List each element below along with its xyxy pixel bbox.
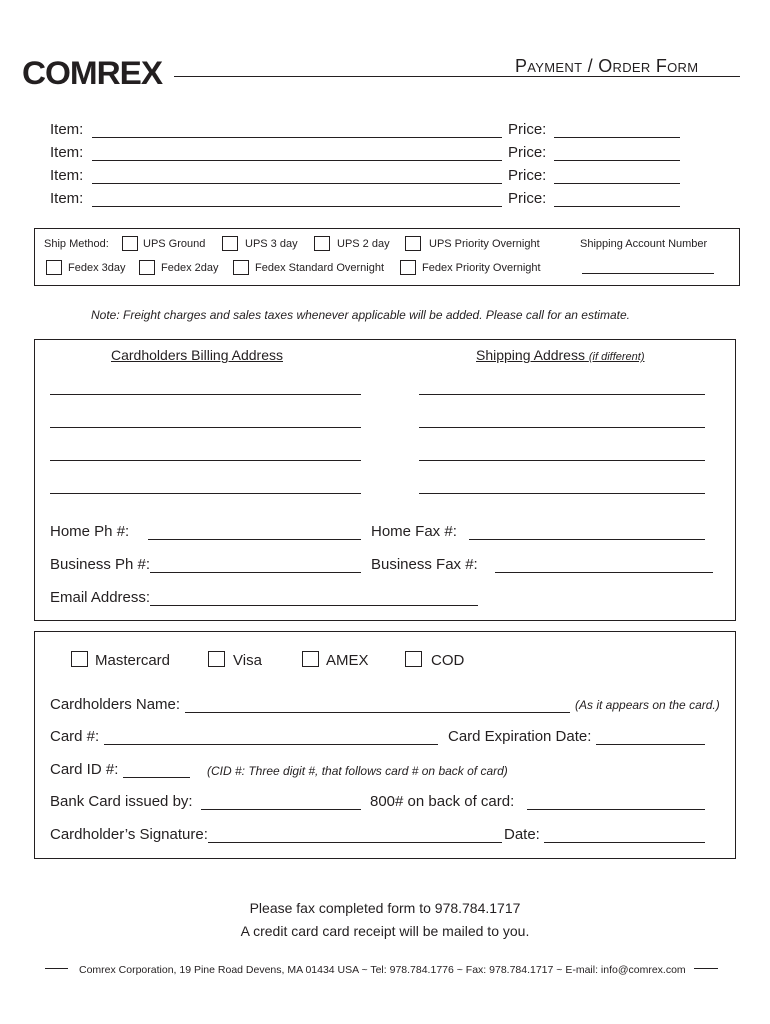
- footer-rule-right: [694, 968, 718, 969]
- svg-text:COMREX: COMREX: [22, 56, 164, 88]
- item-input-line[interactable]: [92, 137, 502, 138]
- page-title: Payment / Order Form: [515, 56, 699, 76]
- billing-address-title: Cardholders Billing Address: [111, 347, 283, 363]
- as-appears-note: (As it appears on the card.): [575, 698, 720, 712]
- signature-input-line[interactable]: [208, 842, 502, 843]
- fedex-2day-label: Fedex 2day: [161, 262, 219, 274]
- ups-ground-label: UPS Ground: [143, 238, 206, 250]
- ups-3day-label: UPS 3 day: [245, 238, 298, 250]
- business-ph-input-line[interactable]: [150, 572, 361, 573]
- price-label: Price:: [508, 144, 547, 161]
- bank-issued-label: Bank Card issued by:: [50, 793, 193, 810]
- date-input-line[interactable]: [544, 842, 705, 843]
- item-label: Item:: [50, 144, 84, 161]
- freight-note: Note: Freight charges and sales taxes whenever applicable will be added. Please call for an estimate.: [91, 308, 630, 322]
- shipping-line-2[interactable]: [419, 427, 705, 428]
- billing-line-2[interactable]: [50, 427, 361, 428]
- price-label: Price:: [508, 121, 547, 138]
- item-input-line[interactable]: [92, 183, 502, 184]
- comrex-logo: [22, 56, 164, 93]
- shipping-address-suffix: (if different): [588, 351, 645, 363]
- item-label: Item:: [50, 121, 84, 138]
- fedex-standard-checkbox[interactable]: [233, 260, 249, 275]
- footer-rule-left: [45, 968, 68, 969]
- price-label: Price:: [508, 167, 547, 184]
- comrex-logo-graphic: [22, 56, 164, 88]
- visa-label: Visa: [233, 652, 262, 669]
- fedex-priority-label: Fedex Priority Overnight: [422, 262, 541, 274]
- item-label: Item:: [50, 190, 84, 207]
- cid-note: (CID #: Three digit #, that follows card # on back of card): [207, 764, 508, 778]
- fedex-priority-checkbox[interactable]: [400, 260, 416, 275]
- cod-checkbox[interactable]: [405, 651, 422, 667]
- price-input-line[interactable]: [554, 206, 680, 207]
- amex-label: AMEX: [326, 652, 369, 669]
- card-expiration-input-line[interactable]: [596, 744, 705, 745]
- bank-issued-input-line[interactable]: [201, 809, 361, 810]
- date-label: Date:: [504, 826, 540, 843]
- price-input-line[interactable]: [554, 183, 680, 184]
- business-ph-label: Business Ph #:: [50, 556, 151, 573]
- shipping-address-title-text: Shipping Address: [476, 347, 585, 363]
- home-fax-input-line[interactable]: [469, 539, 705, 540]
- address-box: [34, 339, 736, 621]
- ups-3day-checkbox[interactable]: [222, 236, 238, 251]
- item-label: Item:: [50, 167, 84, 184]
- amex-checkbox[interactable]: [302, 651, 319, 667]
- shipping-line-4[interactable]: [419, 493, 705, 494]
- fedex-standard-label: Fedex Standard Overnight: [255, 262, 385, 274]
- fedex-3day-checkbox[interactable]: [46, 260, 62, 275]
- card-expiration-label: Card Expiration Date:: [448, 728, 592, 745]
- billing-line-1[interactable]: [50, 394, 361, 395]
- shipping-line-3[interactable]: [419, 460, 705, 461]
- ship-method-label: Ship Method:: [44, 238, 109, 250]
- ups-priority-checkbox[interactable]: [405, 236, 421, 251]
- fedex-2day-checkbox[interactable]: [139, 260, 155, 275]
- signature-label: Cardholder’s Signature:: [50, 826, 208, 843]
- shipping-account-input-line[interactable]: [582, 273, 714, 274]
- ups-2day-checkbox[interactable]: [314, 236, 330, 251]
- card-number-input-line[interactable]: [104, 744, 438, 745]
- cardholder-name-input-line[interactable]: [185, 712, 570, 713]
- price-label: Price:: [508, 190, 547, 207]
- ship-method-box: [34, 228, 740, 286]
- ups-priority-label: UPS Priority Overnight: [429, 238, 540, 250]
- home-ph-label: Home Ph #:: [50, 523, 130, 540]
- cod-label: COD: [431, 652, 465, 669]
- home-ph-input-line[interactable]: [148, 539, 361, 540]
- billing-line-4[interactable]: [50, 493, 361, 494]
- receipt-note: A credit card card receipt will be mailed to you.: [240, 923, 530, 939]
- card-id-label: Card ID #:: [50, 761, 119, 778]
- company-contact-line: Comrex Corporation, 19 Pine Road Devens, MA 01434 USA ~ Tel: 978.784.1776 ~ Fax: 978.784.1717 ~ E-mail: info@comrex.com: [79, 964, 686, 976]
- back-800-label: 800# on back of card:: [370, 793, 515, 810]
- business-fax-label: Business Fax #:: [371, 556, 478, 573]
- shipping-line-1[interactable]: [419, 394, 705, 395]
- item-input-line[interactable]: [92, 160, 502, 161]
- ups-ground-checkbox[interactable]: [122, 236, 138, 251]
- cardholder-name-label: Cardholders Name:: [50, 696, 181, 713]
- mastercard-checkbox[interactable]: [71, 651, 88, 667]
- back-800-input-line[interactable]: [527, 809, 705, 810]
- shipping-address-title: [476, 347, 645, 363]
- home-fax-label: Home Fax #:: [371, 523, 457, 540]
- price-input-line[interactable]: [554, 137, 680, 138]
- mastercard-label: Mastercard: [95, 652, 171, 669]
- fedex-3day-label: Fedex 3day: [68, 262, 126, 274]
- card-number-label: Card #:: [50, 728, 100, 745]
- ups-2day-label: UPS 2 day: [337, 238, 390, 250]
- billing-line-3[interactable]: [50, 460, 361, 461]
- card-id-input-line[interactable]: [123, 777, 190, 778]
- email-input-line[interactable]: [150, 605, 478, 606]
- price-input-line[interactable]: [554, 160, 680, 161]
- fax-instructions: Please fax completed form to 978.784.1717: [249, 900, 521, 916]
- shipping-account-label: Shipping Account Number: [580, 238, 708, 250]
- item-input-line[interactable]: [92, 206, 502, 207]
- business-fax-input-line[interactable]: [495, 572, 713, 573]
- visa-checkbox[interactable]: [208, 651, 225, 667]
- email-label: Email Address:: [50, 589, 151, 606]
